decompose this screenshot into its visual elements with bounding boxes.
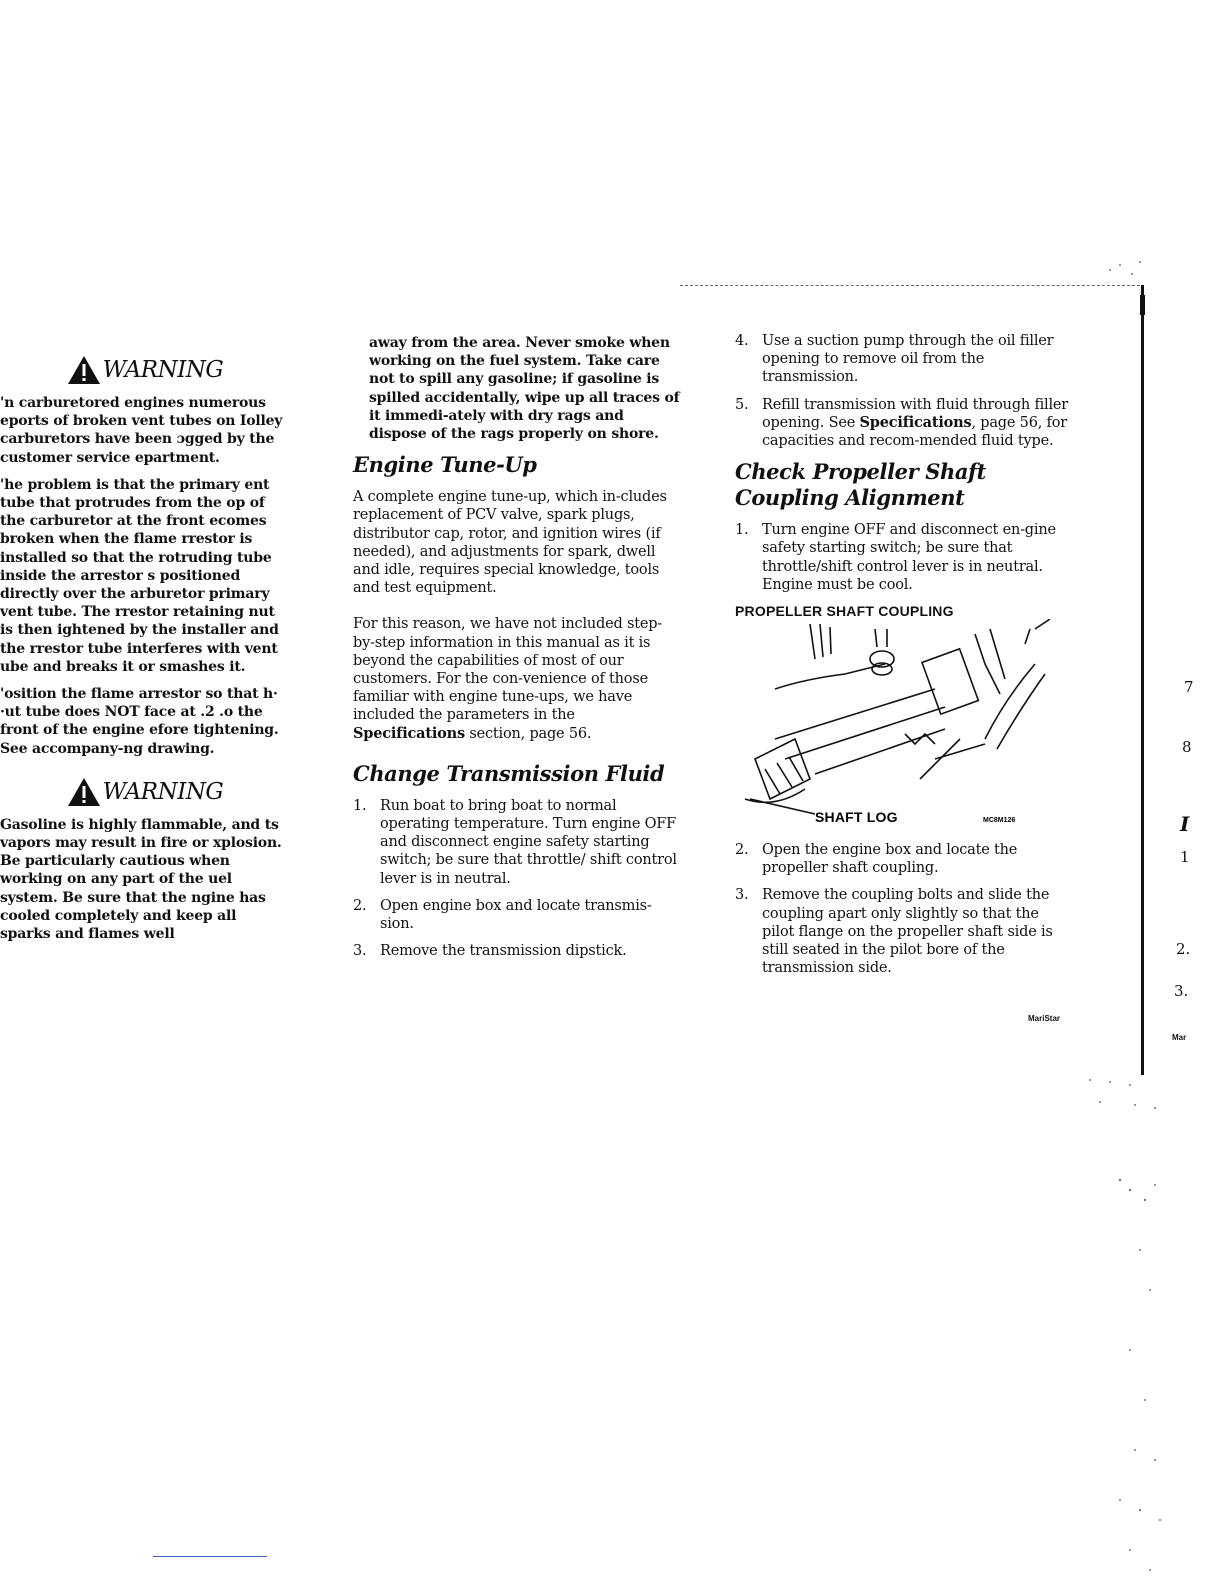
edge-fragment-7: Mar: [1172, 1033, 1187, 1042]
list-item: [735, 396, 1075, 451]
list-item: [735, 332, 1075, 387]
heading-engine-tune-up: Engine Tune-Up: [353, 452, 537, 478]
tuneup-text-a: For this reason, we have not included step-by-step information in this manual as it is beyond the capabilities of most of our customers. For the con-venience of those familiar with engine tune-ups, we have included the parameters in the: [353, 616, 663, 724]
warning-continuation: away from the area. Never smoke when working on the fuel system. Take care not to spill any gasoline; if gasoline is spilled accidentally, wipe up all traces of it immedi-ately with dry rags and dispose of the rags properly on shore.: [369, 335, 680, 443]
step-number: 4.: [735, 333, 749, 349]
list-item: [353, 797, 683, 888]
warning-triangle-icon: [67, 777, 101, 807]
coupling-steps-b: [735, 841, 1075, 977]
specifications-ref: Specifications: [859, 413, 972, 431]
list-item: [353, 942, 683, 960]
edge-fragment-2: 8: [1182, 738, 1192, 756]
step-text: Open engine box and locate transmis-sion.: [380, 897, 652, 933]
list-item: [735, 521, 1075, 594]
warning-text-1: 'n carburetored engines numerous eports of broken vent tubes on Iolley carburetors have been ɔgged by the customer service epartment.: [0, 395, 283, 466]
step-number: 2.: [735, 842, 749, 859]
step-text: [762, 396, 1075, 451]
warning-header-2: [0, 772, 290, 812]
heading-change-transmission-fluid: Change Transmission Fluid: [353, 760, 665, 786]
coupling-steps-a: [735, 521, 1075, 594]
column-3: [735, 332, 1075, 986]
bottom-blue-line: [153, 1556, 267, 1557]
warning-triangle-icon: [67, 355, 101, 385]
step-text: Turn engine OFF and disconnect en-gine safety starting switch; be sure that throttle/shift control lever is in neutral. Engine must be cool.: [762, 522, 1056, 593]
warning-text-2: Gasoline is highly flammable, and ts vapors may result in fire or xplosion. Be particularly cautious when working on any part of the uel system. Be sure that the ngine has cooled completely and keep all sparks and flames well: [0, 816, 282, 943]
step-text: Remove the coupling bolts and slide the coupling apart only slightly so that the pilot flange on the propeller shaft side is still seated in the pilot bore of the transmission side.: [762, 887, 1053, 977]
step-number: 1.: [735, 522, 749, 539]
step5-text-b: , page 56, for capacities and recom-mended fluid type.: [762, 414, 1067, 450]
step-number: 3.: [735, 887, 749, 904]
step-text: Use a suction pump through the oil filler opening to remove oil from the transmission.: [762, 333, 1054, 386]
tuneup-text-b: section, page 56.: [464, 725, 592, 742]
heading-check-coupling-alignment: Check Propeller Shaft Coupling Alignment: [735, 459, 986, 511]
edge-fragment-1: 7: [1184, 678, 1194, 696]
figure-title: PROPELLER SHAFT COUPLING: [735, 603, 954, 620]
step-number: 2.: [353, 897, 367, 914]
transmission-steps-continued: [735, 332, 1075, 450]
position-paragraph: 'osition the flame arrestor so that h· ·ut tube does NOT face at .2 .o the front of the engine efore tightening. See accompany-ng drawing.: [0, 686, 279, 757]
problem-paragraph: 'he problem is that the primary ent tube that protrudes from the op of the carburetor at the front ecomes broken when the flame rrestor is installed so that the rotruding tube inside the arrestor s positioned directly over the arburetor primary vent tube. The rrestor retaining nut is then ightened by the installer and the rrestor tube interferes with vent ube and breaks it or smashes it.: [0, 476, 279, 675]
step-text: Open the engine box and locate the propeller shaft coupling.: [762, 842, 1018, 877]
step-text: Run boat to bring boat to normal operating temperature. Turn engine OFF and disconnect engine safety starting switch; be sure that throttle/ shift control lever is in neutral.: [380, 797, 677, 887]
figure-code: MC8M126: [983, 817, 1016, 825]
step-number: 3.: [353, 943, 367, 960]
edge-fragment-5: 2.: [1176, 940, 1191, 958]
footer-brand: MariStar: [1028, 1014, 1061, 1023]
edge-fragment-4: 1: [1180, 848, 1190, 866]
propeller-shaft-coupling-figure: [735, 619, 1065, 829]
transmission-steps: [353, 797, 683, 961]
specifications-ref: Specifications: [353, 724, 465, 742]
warning-header-1: [0, 350, 290, 390]
column-1: [0, 350, 290, 952]
edge-fragment-3: I: [1180, 812, 1190, 836]
step5-text-a: Refill transmission with fluid through filler opening. See: [762, 396, 1069, 431]
tuneup-paragraph-1: A complete engine tune-up, which in-cludes replacement of PCV valve, spark plugs, distributor cap, rotor, and ignition wires (if needed), and adjustments for spark, dwell and idle, requires special knowledge, tools and test equipment.: [353, 489, 667, 597]
step-text: Remove the transmission dipstick.: [380, 943, 627, 960]
list-item: [735, 886, 1075, 977]
column-2: [353, 334, 683, 969]
edge-fragment-6: 3.: [1174, 982, 1189, 1000]
warning-title-2: WARNING: [102, 778, 224, 805]
shaft-log-label: SHAFT LOG: [815, 809, 898, 826]
step-number: 1.: [353, 797, 367, 814]
warning-title-1: WARNING: [102, 357, 224, 383]
list-item: [353, 897, 683, 933]
list-item: [735, 841, 1075, 877]
step-number: 5.: [735, 396, 749, 413]
tuneup-paragraph-2: [353, 615, 683, 742]
scan-noise: [1060, 250, 1200, 1590]
